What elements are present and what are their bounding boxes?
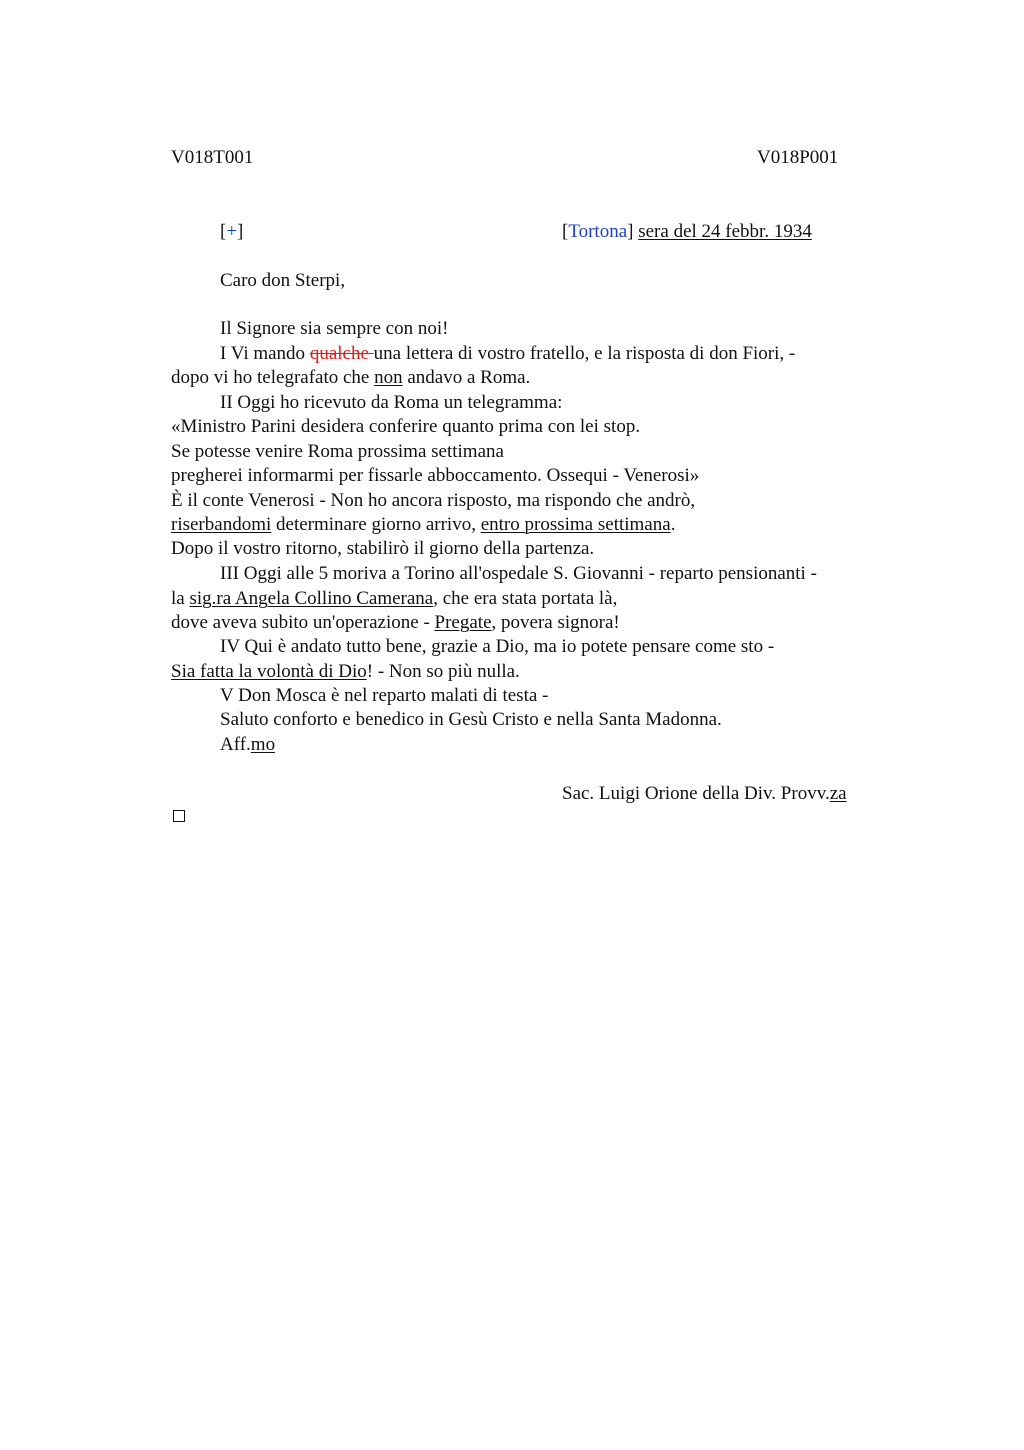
closing xyxy=(220,733,275,757)
body-line-2 xyxy=(220,342,795,366)
underlined-non: non xyxy=(374,367,403,388)
underlined-riserbandomi: riserbandomi xyxy=(171,514,272,535)
body-line-13 xyxy=(171,611,620,635)
underlined-volonta: Sia fatta la volontà di Dio xyxy=(171,661,367,682)
line-12-start: la xyxy=(171,588,190,609)
body-line-7: pregherei informarmi per fissarle abboccamento. Ossequi - Venerosi» xyxy=(171,465,700,486)
line-15-end: ! - Non so più nulla. xyxy=(366,661,520,682)
line-3-end: andavo a Roma. xyxy=(402,367,531,388)
page-code-right: V018P001 xyxy=(757,147,839,168)
body-line-15 xyxy=(171,660,520,684)
signature-suffix: za xyxy=(829,783,847,804)
line-9-end: . xyxy=(670,514,676,535)
underlined-name: sig.ra Angela Collino Camerana xyxy=(189,588,434,609)
body-line-8: È il conte Venerosi - Non ho ancora risposto, ma rispondo che andrò, xyxy=(171,490,696,511)
date-text: sera del 24 febbr. 1934 xyxy=(638,221,812,242)
line-12-end: , che era stata portata là, xyxy=(433,588,618,609)
body-line-17: Saluto conforto e benedico in Gesù Cristo e nella Santa Madonna. xyxy=(220,709,722,730)
line-3-start: dopo vi ho telegrafato che xyxy=(171,367,375,388)
place-bracket-close: ] xyxy=(627,221,634,242)
line-9-middle: determinare giorno arrivo, xyxy=(271,514,481,535)
line-2-end: una lettera di vostro fratello, e la risposta di don Fiori, - xyxy=(373,343,796,364)
body-line-14: IV Qui è andato tutto bene, grazie a Dio, ma io potete pensare come sto - xyxy=(220,636,775,657)
underlined-settimana: entro prossima settimana xyxy=(480,514,671,535)
page-code-left: V018T001 xyxy=(171,147,254,168)
body-line-11: III Oggi alle 5 moriva a Torino all'ospedale S. Giovanni - reparto pensionanti - xyxy=(220,563,817,584)
place-bracket-open: [ xyxy=(562,221,569,242)
empty-box-icon xyxy=(173,810,185,822)
body-line-3 xyxy=(171,366,530,390)
body-line-1: Il Signore sia sempre con noi! xyxy=(220,318,449,339)
dateline xyxy=(562,220,812,244)
deleted-word: qualche xyxy=(309,343,374,364)
bracket-open: [ xyxy=(220,221,227,242)
body-line-5: «Ministro Parini desidera conferire quanto prima con lei stop. xyxy=(171,416,641,437)
signature-text: Sac. Luigi Orione della Div. Provv. xyxy=(562,783,830,804)
closing-start: Aff. xyxy=(220,734,251,755)
underlined-pregate: Pregate xyxy=(434,612,492,633)
signature xyxy=(562,782,847,806)
body-line-12 xyxy=(171,587,617,611)
body-line-9 xyxy=(171,513,675,537)
body-line-10: Dopo il vostro ritorno, stabilirò il giorno della partenza. xyxy=(171,538,595,559)
body-line-16: V Don Mosca è nel reparto malati di testa - xyxy=(220,685,549,706)
cross-mark-line xyxy=(220,220,243,244)
line-13-end: , povera signora! xyxy=(491,612,620,633)
body-line-4: II Oggi ho ricevuto da Roma un telegramma: xyxy=(220,392,563,413)
body-line-6: Se potesse venire Roma prossima settimana xyxy=(171,441,504,462)
place-name: Tortona xyxy=(568,221,628,242)
salutation: Caro don Sterpi, xyxy=(220,270,346,291)
line-2-start: I Vi mando xyxy=(220,343,310,364)
bracket-close: ] xyxy=(237,221,244,242)
cross-mark: + xyxy=(226,221,238,242)
line-13-start: dove aveva subito un'operazione - xyxy=(171,612,435,633)
closing-superscript: mo xyxy=(250,734,276,755)
